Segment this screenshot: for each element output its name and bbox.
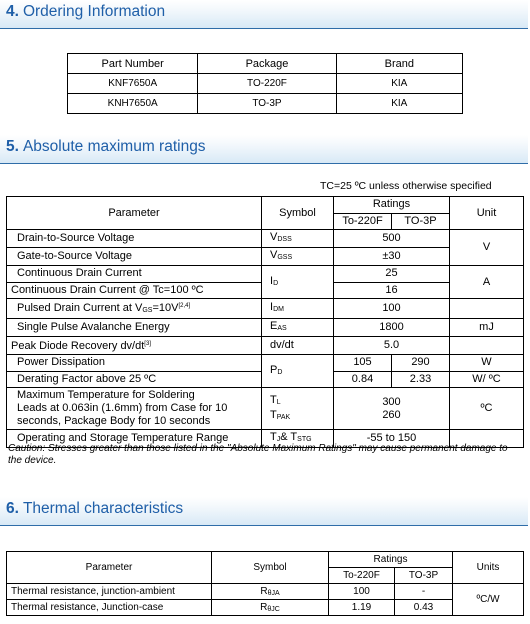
symbol-tj-tstg: $T_J\&$ $T_{STG}$	[262, 430, 334, 448]
param-pd: Power Dissipation	[7, 355, 262, 372]
symbol-id: $I_D$	[262, 266, 334, 299]
table-row	[7, 319, 524, 337]
cell-package: TO-3P	[198, 94, 336, 114]
value-vgss: ±30	[334, 248, 450, 266]
param-vdss: Drain-to-Source Voltage	[7, 230, 262, 248]
param-vgss: Gate-to-Source Voltage	[7, 248, 262, 266]
section-header-absolute	[0, 135, 528, 164]
param-derating: Derating Factor above 25 ºC	[7, 371, 262, 388]
thermal-table	[6, 551, 524, 616]
cell-package: TO-220F	[198, 74, 336, 94]
symbol-rtheta-ja: $R_{\theta JA}$	[212, 584, 329, 600]
param-soldering-temp: Maximum Temperature for Soldering Leads at 0.063in (1.6mm) from Case for 10 seconds, Package Body for 10 seconds	[7, 388, 262, 430]
cell-part-number: KNH7650A	[68, 94, 198, 114]
header-package-to220f: To-220F	[329, 568, 395, 584]
param-idm: Pulsed Drain Current at $V_{GS}=10V[2,4]$	[7, 299, 262, 319]
value-derate-to220f: 0.84	[334, 371, 392, 388]
table-row	[7, 355, 524, 372]
table-row	[68, 74, 463, 94]
param-dvdt: Peak Diode Recovery dv/dt[3]	[7, 337, 262, 355]
value-soldering-temp: 300 260	[334, 388, 450, 430]
unit-current: A	[450, 266, 524, 299]
value-rtheta-ja-to3p: -	[395, 584, 453, 600]
unit-idm	[450, 299, 524, 319]
header-brand: Brand	[336, 54, 462, 74]
symbol-rtheta-jc: $R_{\theta JC}$	[212, 600, 329, 616]
header-package-to220f: To-220F	[334, 213, 392, 230]
table-row	[7, 337, 524, 355]
param-id: Continuous Drain Current	[7, 266, 262, 283]
symbol-pd: $P_D$	[262, 355, 334, 388]
header-symbol: Symbol	[262, 197, 334, 230]
header-part-number: Part Number	[68, 54, 198, 74]
param-eas: Single Pulse Avalanche Energy	[7, 319, 262, 337]
absolute-ratings-table	[6, 196, 524, 448]
value-eas: 1800	[334, 319, 450, 337]
param-rtheta-jc: Thermal resistance, Junction-case	[7, 600, 212, 616]
header-parameter: Parameter	[7, 552, 212, 584]
section-title-absolute: 5. Absolute maximum ratings	[6, 138, 206, 155]
value-rtheta-jc-to3p: 0.43	[395, 600, 453, 616]
section-header-ordering	[0, 0, 528, 29]
value-rtheta-jc-to220f: 1.19	[329, 600, 395, 616]
table-row	[7, 600, 524, 616]
unit-voltage: V	[450, 230, 524, 266]
value-derate-to3p: 2.33	[392, 371, 450, 388]
header-ratings: Ratings	[334, 197, 450, 214]
header-unit: Unit	[450, 197, 524, 230]
value-vdss: 500	[334, 230, 450, 248]
value-pd-to220f: 105	[334, 355, 392, 372]
section-title-ordering: 4. Ordering Information	[6, 3, 166, 20]
symbol-vdss: $V_{DSS}$	[262, 230, 334, 248]
cell-brand: KIA	[336, 74, 462, 94]
header-package-to3p: TO-3P	[395, 568, 453, 584]
unit-thermal: ºC/W	[453, 584, 524, 616]
value-rtheta-ja-to220f: 100	[329, 584, 395, 600]
table-row	[7, 388, 524, 430]
unit-pd: W	[450, 355, 524, 372]
symbol-dvdt: dv/dt	[262, 337, 334, 355]
header-ratings: Ratings	[329, 552, 453, 568]
value-id: 25	[334, 266, 450, 283]
header-units: Units	[453, 552, 524, 584]
table-row	[7, 299, 524, 319]
table-row	[7, 266, 524, 283]
section-header-thermal	[0, 497, 528, 526]
param-id-100c: Continuous Drain Current @ Tc=100 ºC	[7, 282, 262, 299]
symbol-idm: $I_{DM}$	[262, 299, 334, 319]
table-row	[68, 94, 463, 114]
value-id-100c: 16	[334, 282, 450, 299]
ordering-table	[67, 53, 463, 114]
cell-part-number: KNF7650A	[68, 74, 198, 94]
symbol-vgss: $V_{GSS}$	[262, 248, 334, 266]
unit-dvdt	[450, 337, 524, 355]
section-title-thermal: 6. Thermal characteristics	[6, 500, 184, 517]
unit-derate: W/ ºC	[450, 371, 524, 388]
unit-soldering-temp: ºC	[450, 388, 524, 430]
table-row	[7, 584, 524, 600]
table-row	[7, 197, 524, 214]
caution-note: Caution: Stresses greater than those listed in the "Absolute Maximum Ratings" may cause permanent damage to the device.	[8, 443, 508, 466]
symbol-soldering-temp: $T_L$ $T_{PAK}$	[262, 388, 334, 430]
table-row	[68, 54, 463, 74]
symbol-eas: $E_{AS}$	[262, 319, 334, 337]
cell-brand: KIA	[336, 94, 462, 114]
param-rtheta-ja: Thermal resistance, junction-ambient	[7, 584, 212, 600]
table-row	[7, 552, 524, 568]
test-condition: TC=25 ºC unless otherwise specified	[320, 180, 492, 192]
table-row	[7, 248, 524, 266]
value-dvdt: 5.0	[334, 337, 450, 355]
header-symbol: Symbol	[212, 552, 329, 584]
unit-eas: mJ	[450, 319, 524, 337]
header-package: Package	[198, 54, 336, 74]
header-package-to3p: TO-3P	[392, 213, 450, 230]
value-pd-to3p: 290	[392, 355, 450, 372]
value-idm: 100	[334, 299, 450, 319]
header-parameter: Parameter	[7, 197, 262, 230]
table-row	[7, 230, 524, 248]
value-tj-tstg: -55 to 150	[334, 430, 450, 448]
param-tj-tstg: Operating and Storage Temperature Range	[7, 430, 262, 448]
